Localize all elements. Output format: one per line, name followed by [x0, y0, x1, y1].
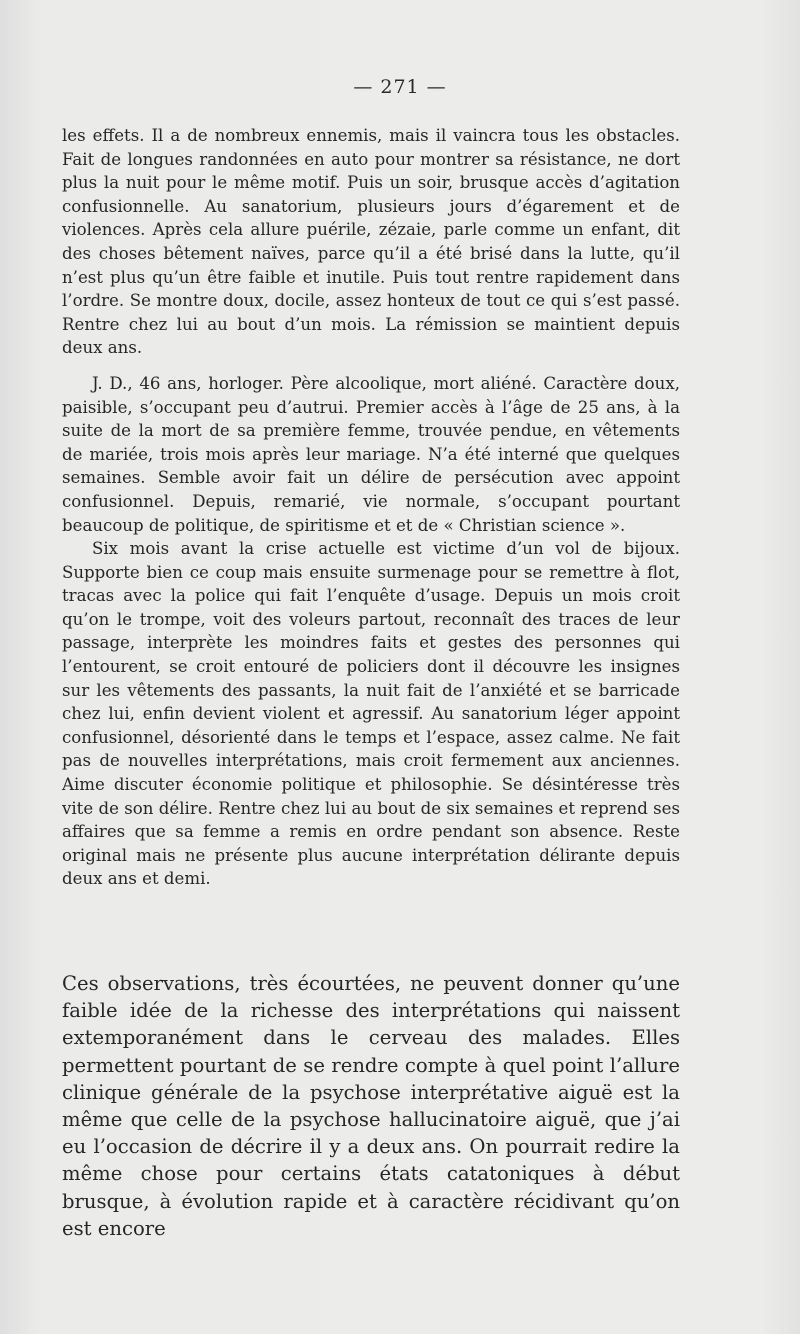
conclusion-paragraph: Ces observations, très écourtées, ne peuvent donner qu’une faible idée de la richesse des interprétations qui naissent extemporanément dans le cerveau des malades. Elles permettent pourtant de se rendre compte à quel point l’allure clinique générale de la psychose interprétative aiguë est la même que celle de la psychose hallucinatoire aiguë, que j’ai eu l’occasion de décrire il y a deux ans. On pourrait redire la même chose pour certains états catatoniques à début brusque, à évolution rapide et à caractère récidivant qu’on est encore: [62, 972, 680, 1240]
case-paragraph-continuation: les effets. Il a de nombreux ennemis, mais il vaincra tous les obstacles. Fait de longues randonnées en auto pour montrer sa résistance, ne dort plus la nuit pour le même motif. Puis un soir, brusque accès d’agitation confusionnelle. Au sanatorium, plusieurs jours d’égarement et de violences. Après cela allure puérile, zézaie, parle comme un enfant, dit des choses bêtement naïves, parce qu’il a été brisé dans la lutte, qu’il n’est plus qu’un être faible et inutile. Puis tout rentre rapidement dans l’ordre. Se montre doux, docile, assez honteux de tout ce qui s’est passé. Rentre chez lui au bout d’un mois. La rémission se maintient depuis deux ans.: [62, 126, 680, 358]
case-notes-block: [62, 124, 680, 891]
page-number: — 271 —: [353, 76, 447, 98]
case-paragraph-jd: J. D., 46 ans, horloger. Père alcoolique, mort aliéné. Caractère doux, paisible, s’occupant peu d’autrui. Premier accès à l’âge de 25 ans, à la suite de la mort de sa première femme, trouvée pendue, en vêtements de mariée, trois mois après leur mariage. N’a été interné que quelques semaines. Semble avoir fait un délire de persécution avec appoint confusionnel. Depuis, remarié, vie normale, s’occupant pourtant beaucoup de politique, de spiritisme et et de « Christian science ».: [62, 373, 680, 535]
case-paragraph-theft: Six mois avant la crise actuelle est victime d’un vol de bijoux. Supporte bien ce coup mais ensuite surmenage pour se remettre à flot, tracas avec la police qui fait l’enquête d’usage. Depuis un mois croit qu’on le trompe, voit des voleurs partout, reconnaît des traces de leur passage, interprète les moindres faits et gestes des personnes qui l’entourent, se croit entouré de policiers dont il découvre les insignes sur les vêtements des passants, la nuit fait de l’anxiété et se barricade chez lui, enfin devient violent et agressif. Au sanatorium léger appoint confusionnel, désorienté dans le temps et l’espace, assez calme. Ne fait pas de nouvelles interprétations, mais croit fermement aux anciennes. Aime discuter économie politique et philosophie. Se désintéresse très vite de son délire. Rentre chez lui au bout de six semaines et reprend ses affaires que sa femme a remis en ordre pendant son absence. Reste original mais ne présente plus aucune interprétation délirante depuis deux ans et demi.: [62, 539, 680, 889]
conclusion-block: [62, 970, 680, 1242]
